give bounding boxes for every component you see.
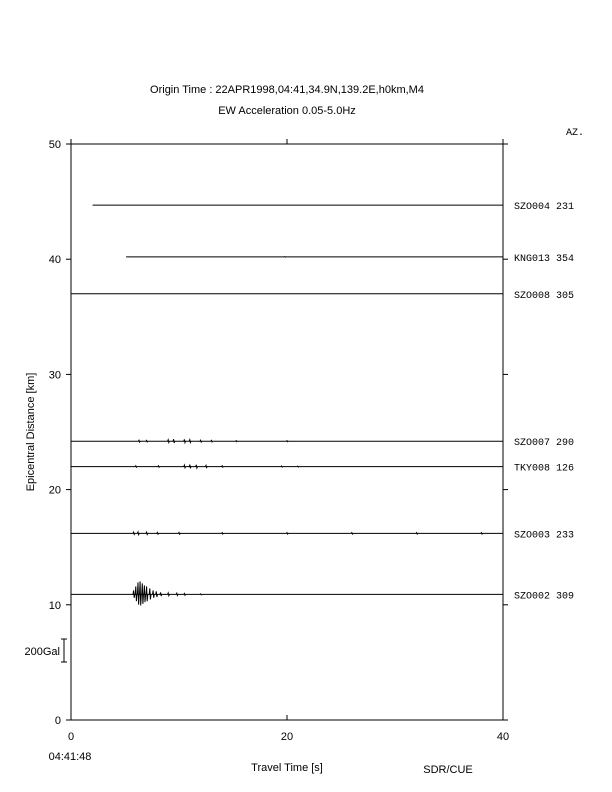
start-time-label: 04:41:48 [48,751,92,763]
station-label-szo003: SZO003 233 [514,530,575,542]
scale-bar-label: 200Gal [24,646,60,658]
y-axis-label: Epicentral Distance [km] [25,372,37,492]
y-tick-label-0: 0 [54,715,61,727]
chart-subtitle: EW Acceleration 0.05-5.0Hz [218,105,356,117]
trace-szo003 [71,532,503,535]
x-axis-label: Travel Time [s] [251,762,323,774]
station-label-szo008: SZO008 305 [514,290,575,302]
y-tick-label-30: 30 [48,369,61,382]
trace-szo007 [71,439,503,443]
station-label-kng013: KNG013 354 [514,253,575,265]
y-tick-label-20: 20 [48,484,61,497]
trace-kng013 [126,257,503,258]
chart-title: Origin Time : 22APR1998,04:41,34.9N,139.2E,h0km,M4 [150,84,424,96]
x-tick-label-0: 0 [67,731,75,743]
trace-szo002 [71,581,503,605]
y-tick-label-50: 50 [48,139,61,151]
seismic-traces [71,205,503,605]
trace-tky008 [71,465,503,469]
amplitude-scale-bar [25,639,67,662]
station-labels [514,202,574,602]
station-label-szo004: SZO004 231 [514,202,575,214]
azimuth-header: AZ. [565,128,584,139]
x-tick-label-20: 20 [280,731,294,743]
station-label-szo002: SZO002 309 [514,591,575,603]
y-tick-label-40: 40 [48,254,61,267]
station-label-szo007: SZO007 290 [514,438,575,450]
x-tick-label-40: 40 [496,731,510,743]
plot-frame [71,144,503,720]
station-label-tky008: TKY008 126 [514,463,575,475]
y-axis-ticks [49,139,508,727]
credit-label: SDR/CUE [423,764,473,776]
y-tick-label-10: 10 [48,599,61,612]
